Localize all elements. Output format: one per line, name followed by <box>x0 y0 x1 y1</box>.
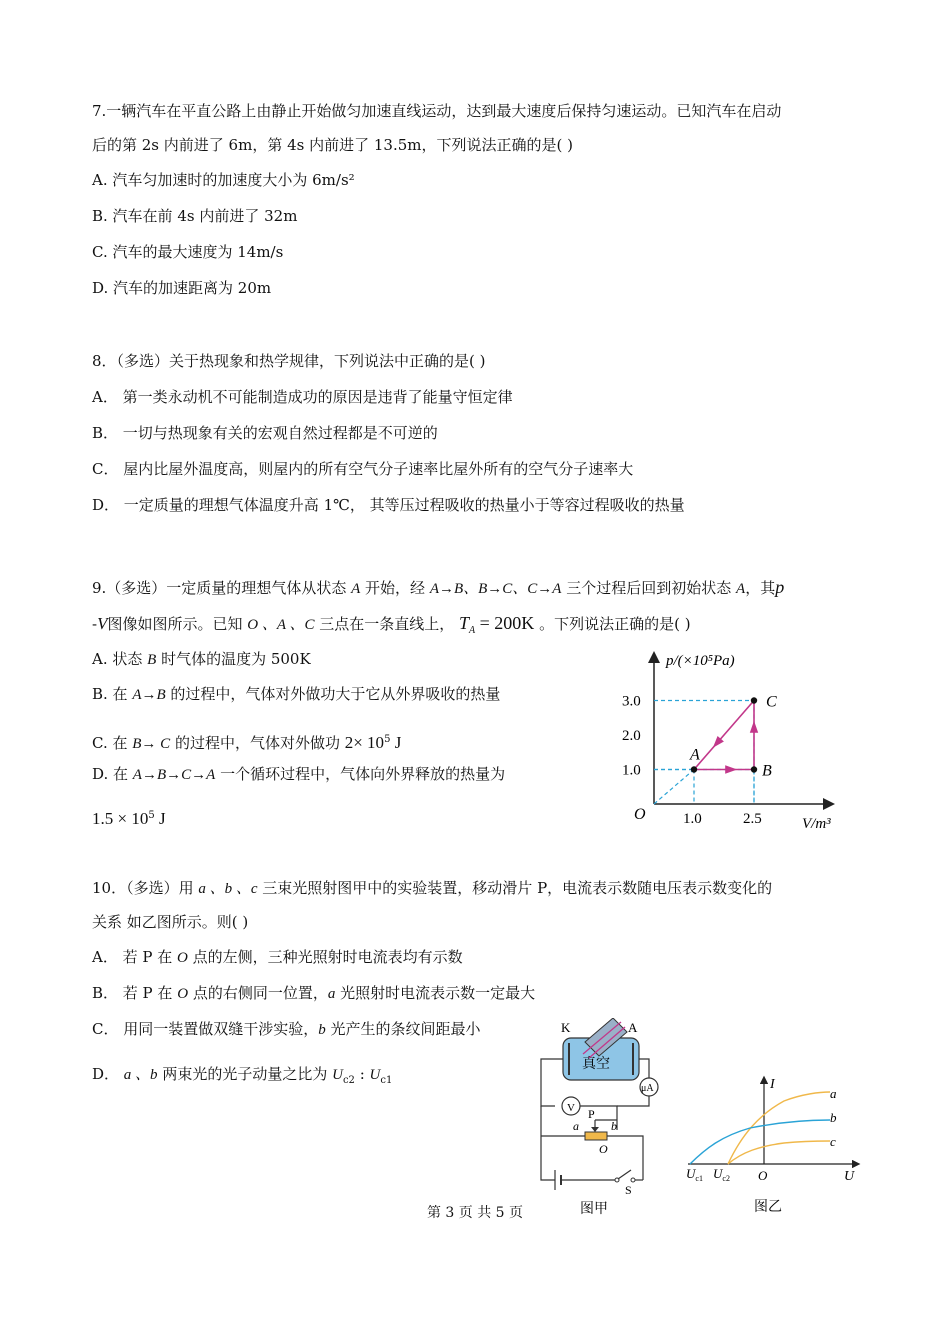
q9-pv-chart <box>610 640 855 835</box>
i-axis-label: I <box>770 1077 775 1092</box>
q7-option-d: D. 汽车的加速距离为 20m <box>92 279 272 297</box>
y-tick-3.0: 3.0 <box>622 693 641 710</box>
x-tick-1.0: 1.0 <box>683 811 702 827</box>
x-tick-2.5: 2.5 <box>743 811 762 827</box>
point-label-C: C <box>766 693 777 711</box>
q9-option-d: D. 在 A→B→C→A 一个循环过程中，气体向外界释放的热量为 <box>92 765 506 783</box>
q7-option-b: B. 汽车在前 4s 内前进了 32m <box>92 207 298 225</box>
q7-option-a: A. 汽车匀加速时的加速度大小为 6m/s² <box>92 171 355 189</box>
point-B <box>751 766 757 772</box>
arrow-B-C <box>750 721 758 733</box>
state-points <box>689 694 777 780</box>
curve-a <box>728 1092 830 1164</box>
curve-b-label: b <box>830 1110 837 1125</box>
guide-origin-A <box>654 770 694 805</box>
q9-stem-line2: -V图像如图所示。已知 O 、A 、C 三点在一条直线上， $T_A = 200K$ 。下列说法正确的是( ) <box>92 613 691 636</box>
cathode-label: K <box>561 1020 571 1035</box>
q7-option-c: C. 汽车的最大速度为 14m/s <box>92 243 284 261</box>
q8-option-a: A． 第一类永动机不可能制造成功的原因是违背了能量守恒定律 <box>92 388 513 406</box>
fig-yi-caption: 图乙 <box>754 1200 782 1215</box>
process-lines <box>694 701 758 774</box>
switch-contact-2 <box>631 1178 635 1182</box>
y-tick-1.0: 1.0 <box>622 762 641 779</box>
u-axis-label: U <box>844 1169 855 1184</box>
ammeter-label: μA <box>641 1083 654 1094</box>
x-axis-label: V/m³ <box>802 816 831 832</box>
vacuum-label: 真空 <box>582 1057 610 1072</box>
rheostat-b-label: b <box>611 1119 617 1133</box>
uc1-label: $U_{c1}$ <box>686 1166 703 1183</box>
page-footer: 第 3 页 共 5 页 <box>426 1205 524 1221</box>
voltmeter-label: V <box>567 1102 575 1114</box>
curve-c-label: c <box>830 1134 836 1149</box>
q8-option-c: C． 屋内比屋外温度高，则屋内的所有空气分子速率比屋外所有的空气分子速率大 <box>92 460 634 478</box>
origin-label: O <box>758 1168 768 1183</box>
slider-p-label: P <box>588 1107 595 1121</box>
rheostat <box>585 1132 607 1140</box>
q9-stem-line1: 9.（多选）一定质量的理想气体从状态 A 开始，经 A→B、B→C、C→A 三个过程后回到初始状态 A，其p <box>92 577 785 597</box>
q9-option-a: A. 状态 B 时气体的温度为 500K <box>92 650 311 668</box>
wire-rheo-right <box>607 1136 643 1180</box>
q10-option-a: A． 若 P 在 O 点的左侧，三种光照射时电流表均有示数 <box>92 948 463 966</box>
point-label-A: A <box>690 746 700 764</box>
origin-label: O <box>634 806 646 823</box>
switch-lever <box>618 1170 631 1179</box>
q8-option-b: B． 一切与热现象有关的宏观自然过程都是不可逆的 <box>92 424 438 442</box>
y-tick-2.0: 2.0 <box>622 728 641 744</box>
q10-option-c: C． 用同一装置做双缝干涉实验，b 光产生的条纹间距最小 <box>92 1020 481 1038</box>
wire-bottom-left <box>541 1136 555 1180</box>
fig-yi-iu-chart <box>680 1072 865 1222</box>
point-A <box>691 766 697 772</box>
anode-label: A <box>628 1020 638 1035</box>
rheostat-o-label: O <box>599 1142 608 1156</box>
rheostat-a-label: a <box>573 1119 579 1133</box>
y-axis-label: p/(×10⁵Pa) <box>666 653 735 669</box>
wire-ammeter-down <box>617 1096 649 1106</box>
q7-stem-line2: 后的第 2s 内前进了 6m，第 4s 内前进了 13.5m，下列说法正确的是( ) <box>92 136 573 154</box>
curve-c <box>728 1141 830 1164</box>
process-C-A <box>694 701 754 770</box>
fig-jia-circuit <box>525 1018 675 1223</box>
q10-option-b: B． 若 P 在 O 点的右侧同一位置，a 光照射时电流表示数一定最大 <box>92 984 536 1002</box>
q9-option-c: C. 在 B→ C 的过程中，气体对外做功 $2\times 10^5$ J <box>92 733 402 752</box>
slider-arrow-head <box>591 1127 599 1132</box>
arrow-A-B <box>725 765 737 773</box>
curve-a-label: a <box>830 1086 837 1101</box>
uc2-label: $U_{c2}$ <box>713 1166 730 1183</box>
q8-stem: 8．（多选）关于热现象和热学规律，下列说法中正确的是( ) <box>92 352 486 370</box>
switch-label: S <box>625 1183 632 1197</box>
wire-left <box>541 1059 563 1106</box>
point-C <box>751 697 757 703</box>
fig-jia-caption: 图甲 <box>580 1202 608 1217</box>
q7-stem-line1: 7.一辆汽车在平直公路上由静止开始做匀加速直线运动，达到最大速度后保持匀速运动。已知汽车在启动 <box>92 102 782 120</box>
q10-option-d: D． a 、b 两束光的光子动量之比为 $U_{c2}$ : $U_{c1}$ <box>92 1065 393 1086</box>
point-label-B: B <box>762 762 772 780</box>
q9-option-d-value: $1.5 \times 10^5$ J <box>92 809 166 828</box>
q9-option-b: B. 在 A→B 的过程中，气体对外做功大于它从外界吸收的热量 <box>92 685 501 703</box>
q10-stem-line2: 关系 如乙图所示。则( ) <box>92 913 249 931</box>
q8-option-d: D． 一定质量的理想气体温度升高 1℃， 其等压过程吸收的热量小于等容过程吸收的热量 <box>92 496 685 514</box>
guide-lines <box>654 701 754 805</box>
wire-right <box>639 1059 649 1078</box>
q10-stem-line1: 10．（多选）用 a 、b 、c 三束光照射图甲中的实验装置，移动滑片 P，电流表示数随电压表示数变化的 <box>92 879 773 897</box>
